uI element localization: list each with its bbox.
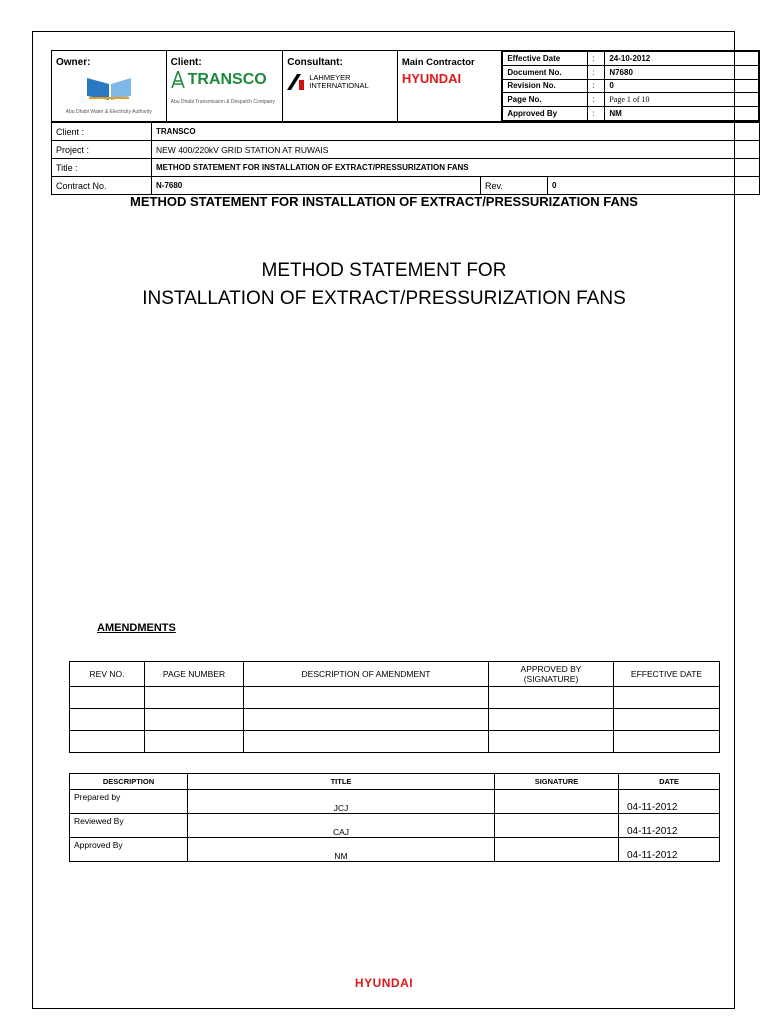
signoff-date: 04-11-2012 [619,838,720,862]
rev-row-value: 0 [548,177,760,195]
main-contractor-label: Main Contractor [401,57,475,68]
meta-sep: : [588,65,605,79]
meta-row [503,65,759,79]
rev-row-label: Rev. [481,177,548,195]
meta-row [503,79,759,93]
table-row [70,687,720,709]
meta-value: NM [605,107,759,121]
table-row [70,709,720,731]
meta-label: Page No. [503,93,588,107]
signoff-signature [495,814,619,838]
amendments-header-row [70,662,720,687]
client-row-value: TRANSCO [152,123,760,141]
amend-header: DESCRIPTION OF AMENDMENT [244,662,489,687]
signoff-header: TITLE [188,774,495,790]
document-heading: METHOD STATEMENT FOR INSTALLATION OF EXTRACT/PRESSURIZATION FANS [130,194,638,209]
amend-header: EFFECTIVE DATE [614,662,720,687]
project-row-value: NEW 400/220kV GRID STATION AT RUWAIS [152,141,760,159]
consultant-cell [283,51,398,122]
amend-header: REV NO. [70,662,145,687]
client-label: Client: [170,57,202,68]
transco-logo [171,71,279,89]
project-row-label: Project : [52,141,152,159]
main-title-line1: METHOD STATEMENT FOR [261,260,507,281]
table-row [70,790,720,814]
meta-sep: : [588,107,605,121]
document-header [51,50,760,122]
meta-table [502,51,759,121]
signoff-signature [495,790,619,814]
amendments-table [69,661,720,753]
meta-value: Page 1 of 10 [605,93,759,107]
table-row [70,814,720,838]
meta-label: Effective Date [503,52,588,66]
lahmeyer-mark-icon [287,74,305,90]
signoff-date: 04-11-2012 [619,790,720,814]
consultant-label: Consultant: [287,57,343,68]
transco-logo-text: TRANSCO [187,71,267,88]
meta-sep: : [588,52,605,66]
meta-label: Document No. [503,65,588,79]
info-row-client [52,123,760,141]
signoff-table [69,773,720,862]
meta-value: 0 [605,79,759,93]
lahmeyer-logo [287,74,393,90]
title-row-value: METHOD STATEMENT FOR INSTALLATION OF EXTRACT/PRESSURIZATION FANS [152,159,760,177]
signoff-header: DESCRIPTION [70,774,188,790]
signoff-description: Prepared by [70,790,188,814]
owner-label: Owner: [56,57,91,68]
signoff-header-row [70,774,720,790]
signoff-title: CAJ [188,814,495,838]
meta-value: N7680 [605,65,759,79]
owner-cell [52,51,167,122]
title-row-label: Title : [52,159,152,177]
footer-brand: HYUNDAI [354,976,414,990]
lahmeyer-logo-line1: LAHMEYER [309,73,351,82]
amend-header: PAGE NUMBER [145,662,244,687]
signoff-title: NM [188,838,495,862]
logo-table [51,50,760,122]
project-info-table [51,122,760,195]
transco-tower-icon [171,71,185,89]
signoff-description: Reviewed By [70,814,188,838]
amendments-title: AMENDMENTS [97,622,176,634]
main-title-line2: INSTALLATION OF EXTRACT/PRESSURIZATION FANS [142,288,626,309]
transco-logo-caption: Abu Dhabi Transmission & Despatch Company [170,99,275,105]
client-cell [166,51,283,122]
lahmeyer-logo-line2: INTERNATIONAL [309,81,369,90]
meta-sep: : [588,93,605,107]
signoff-date: 04-11-2012 [619,814,720,838]
main-contractor-name: HYUNDAI [401,71,462,86]
signoff-header: DATE [619,774,720,790]
owner-logo [56,74,162,115]
meta-value: 24-10-2012 [605,52,759,66]
signoff-description: Approved By [70,838,188,862]
meta-label: Approved By [503,107,588,121]
meta-row [503,93,759,107]
amend-header: APPROVED BY (SIGNATURE) [489,662,614,687]
contract-row-value: N-7680 [152,177,481,195]
meta-row [503,52,759,66]
meta-row [503,107,759,121]
info-row-project [52,141,760,159]
meta-cell [502,51,760,122]
main-contractor-cell [397,51,501,122]
meta-sep: : [588,79,605,93]
signoff-header: SIGNATURE [495,774,619,790]
client-row-label: Client : [52,123,152,141]
meta-label: Revision No. [503,79,588,93]
table-row [70,731,720,753]
owner-logo-caption: Abu Dhabi Water & Electricity Authority [65,109,152,115]
info-row-title [52,159,760,177]
table-row [70,838,720,862]
signoff-title: JCJ [188,790,495,814]
contract-row-label: Contract No. [52,177,152,195]
info-row-contract [52,177,760,195]
signoff-signature [495,838,619,862]
